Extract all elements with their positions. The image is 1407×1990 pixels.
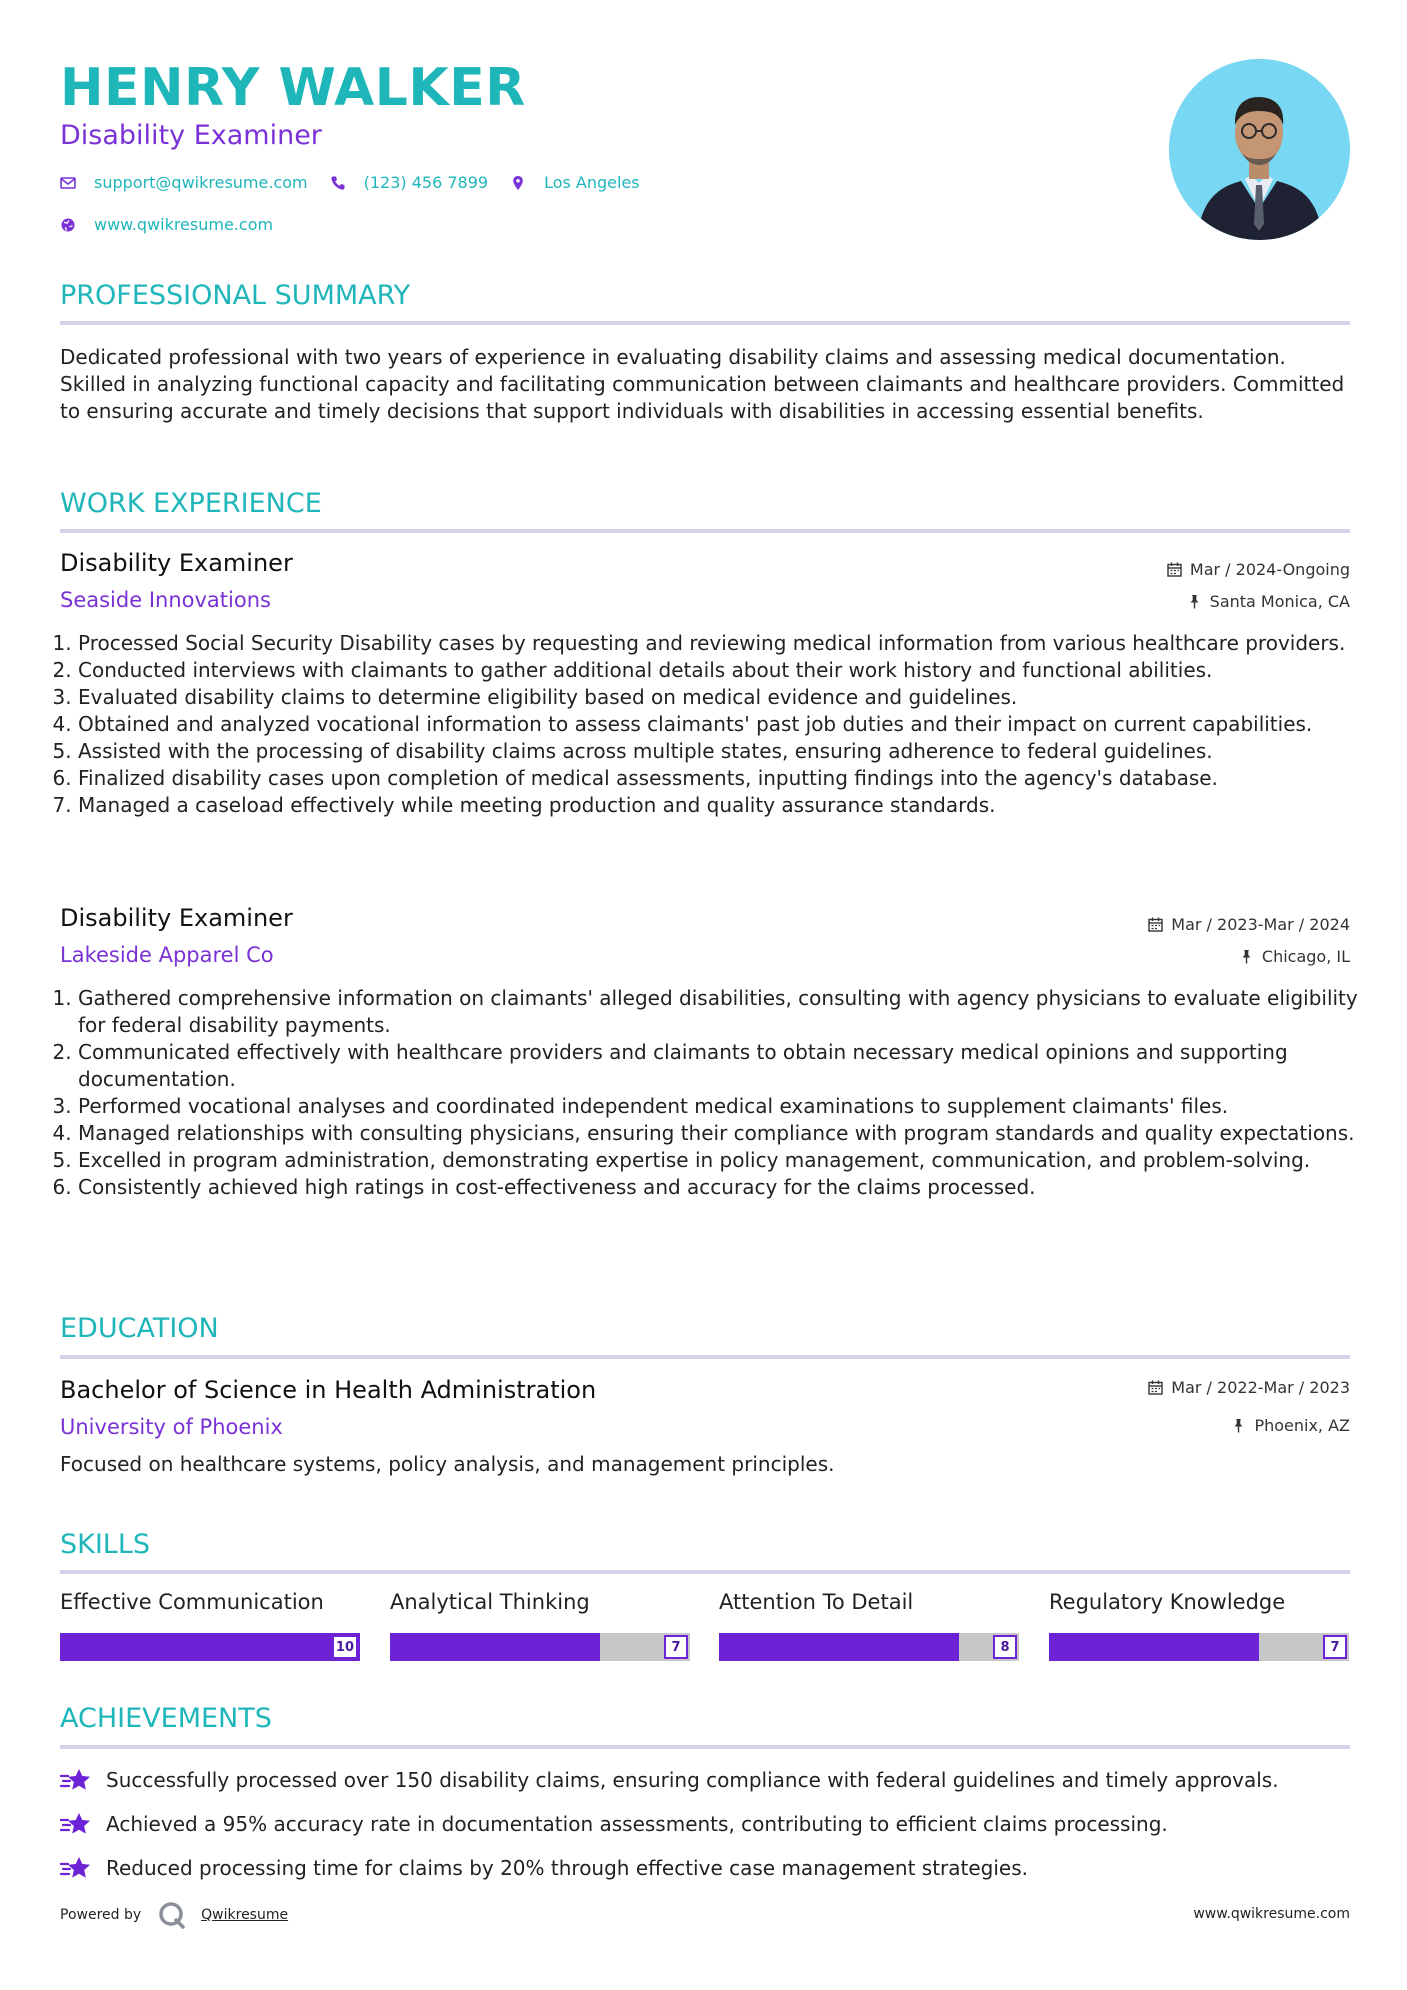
- candidate-title: Disability Examiner: [60, 120, 322, 151]
- summary-text: Dedicated professional with two years of experience in evaluating disability claims and assessing medical documentation. Skilled in analyzing functional capacity and facilitating communication between claimants and healthcare providers. Committed to ensuring accurate and timely decisions that support individuals with disabilities in accessing essential benefits.: [60, 345, 1345, 423]
- contact-email[interactable]: [60, 173, 308, 192]
- pushpin-icon: [1187, 594, 1202, 609]
- skill-bar: [1049, 1633, 1349, 1661]
- achievement-item: [60, 1855, 1028, 1881]
- profile-photo: [1169, 59, 1350, 240]
- phone-text: (123) 456 7899: [363, 173, 489, 192]
- section-divider: [60, 321, 1350, 325]
- list-item: 4. Obtained and analyzed vocational information to assess claimants' past job duties and their impact on current capabilities.: [78, 711, 1368, 738]
- education-location-text: Phoenix, AZ: [1254, 1416, 1350, 1435]
- job-title: Disability Examiner: [60, 549, 293, 577]
- company-name: Lakeside Apparel Co: [60, 943, 274, 967]
- star-icon: [60, 1767, 92, 1793]
- skill-name: Regulatory Knowledge: [1049, 1590, 1286, 1614]
- skill-level-badge: 7: [1323, 1635, 1347, 1659]
- person-portrait-icon: [1169, 59, 1350, 240]
- contact-website[interactable]: [60, 215, 273, 234]
- map-pin-icon: [510, 175, 526, 191]
- calendar-icon: [1148, 917, 1163, 932]
- section-divider: [60, 1570, 1350, 1574]
- list-item: 2. Communicated effectively with healthcare providers and claimants to obtain necessary medical opinions and supporting documentation.: [78, 1039, 1368, 1093]
- list-item: 3. Evaluated disability claims to determine eligibility based on medical evidence and guidelines.: [78, 684, 1368, 711]
- star-icon: [60, 1855, 92, 1881]
- section-title-achievements: ACHIEVEMENTS: [60, 1703, 272, 1734]
- skill-level-badge: 7: [664, 1635, 688, 1659]
- list-item: 6. Consistently achieved high ratings in cost-effectiveness and accuracy for the claims processed.: [78, 1174, 1368, 1201]
- achievement-item: [60, 1767, 1279, 1793]
- job-title: Disability Examiner: [60, 904, 293, 932]
- section-title-experience: WORK EXPERIENCE: [60, 488, 322, 519]
- education-dates-text: Mar / 2022-Mar / 2023: [1171, 1378, 1350, 1397]
- list-item: 2. Conducted interviews with claimants to gather additional details about their work history and functional abilities.: [78, 657, 1368, 684]
- skill-item: [719, 1590, 1019, 1661]
- contact-location: [510, 173, 640, 192]
- skill-bar-fill: [719, 1633, 959, 1661]
- achievement-text: Achieved a 95% accuracy rate in documentation assessments, contributing to efficient claims processing.: [106, 1812, 1168, 1836]
- job-dates-text: Mar / 2023-Mar / 2024: [1171, 915, 1350, 934]
- section-divider: [60, 529, 1350, 533]
- achievement-text: Reduced processing time for claims by 20% through effective case management strategies.: [106, 1856, 1029, 1880]
- skill-bar: [60, 1633, 360, 1661]
- list-item: 1. Gathered comprehensive information on claimants' alleged disabilities, consulting with agency physicians to evaluate eligibility for federal disability payments.: [78, 985, 1368, 1039]
- list-item: 7. Managed a caseload effectively while meeting production and quality assurance standards.: [78, 792, 1368, 819]
- section-divider: [60, 1355, 1350, 1359]
- skill-bar-fill: [390, 1633, 600, 1661]
- skill-name: Effective Communication: [60, 1590, 324, 1614]
- job-location: [1187, 592, 1350, 611]
- job-location-text: Chicago, IL: [1261, 947, 1350, 966]
- job-dates: [1167, 560, 1350, 579]
- list-item: 1. Processed Social Security Disability cases by requesting and reviewing medical information from various healthcare providers.: [78, 630, 1368, 657]
- skill-item: [1049, 1590, 1349, 1661]
- pushpin-icon: [1231, 1418, 1246, 1433]
- job-dates: [1148, 915, 1350, 934]
- phone-icon: [330, 175, 346, 191]
- education-location: [1231, 1416, 1350, 1435]
- skill-name: Analytical Thinking: [390, 1590, 590, 1614]
- skill-name: Attention To Detail: [719, 1590, 914, 1614]
- pushpin-icon: [1239, 949, 1254, 964]
- skill-item: [390, 1590, 690, 1661]
- degree-title: Bachelor of Science in Health Administration: [60, 1376, 597, 1404]
- job-dates-text: Mar / 2024-Ongoing: [1189, 560, 1350, 579]
- section-title-summary: PROFESSIONAL SUMMARY: [60, 280, 411, 311]
- skill-level-badge: 8: [993, 1635, 1017, 1659]
- job-bullets: [60, 630, 1368, 819]
- globe-icon: [60, 217, 76, 233]
- list-item: 5. Assisted with the processing of disability claims across multiple states, ensuring adherence to federal guidelines.: [78, 738, 1368, 765]
- skill-bar-fill: [1049, 1633, 1259, 1661]
- calendar-icon: [1167, 562, 1182, 577]
- education-dates: [1148, 1378, 1350, 1397]
- contact-row: [60, 173, 662, 192]
- job-location-text: Santa Monica, CA: [1209, 592, 1350, 611]
- list-item: 6. Finalized disability cases upon completion of medical assessments, inputting findings into the agency's database.: [78, 765, 1368, 792]
- achievement-text: Successfully processed over 150 disability claims, ensuring compliance with federal guidelines and timely approvals.: [106, 1768, 1279, 1792]
- contact-website-row: [60, 215, 295, 234]
- website-text: www.qwikresume.com: [94, 215, 274, 234]
- achievement-item: [60, 1811, 1168, 1837]
- candidate-name: HENRY WALKER: [60, 58, 526, 118]
- location-text: Los Angeles: [544, 173, 640, 192]
- section-title-education: EDUCATION: [60, 1313, 219, 1344]
- skill-bar: [390, 1633, 690, 1661]
- section-title-skills: SKILLS: [60, 1529, 151, 1560]
- skill-bar-fill: [60, 1633, 360, 1661]
- list-item: 3. Performed vocational analyses and coordinated independent medical examinations to supplement claimants' files.: [78, 1093, 1368, 1120]
- calendar-icon: [1148, 1380, 1163, 1395]
- envelope-icon: [60, 175, 76, 191]
- job-bullets: [60, 985, 1368, 1201]
- star-icon: [60, 1811, 92, 1837]
- footer-url[interactable]: www.qwikresume.com: [1193, 1906, 1350, 1922]
- powered-by-label: Powered by: [60, 1907, 142, 1923]
- company-name: Seaside Innovations: [60, 588, 271, 612]
- footer-powered-by: [60, 1900, 288, 1930]
- skill-level-badge: 10: [332, 1635, 358, 1659]
- contact-phone[interactable]: [330, 173, 488, 192]
- skill-item: [60, 1590, 360, 1661]
- list-item: 5. Excelled in program administration, demonstrating expertise in policy management, communication, and problem-solving.: [78, 1147, 1368, 1174]
- school-name: University of Phoenix: [60, 1415, 283, 1439]
- skill-bar: [719, 1633, 1019, 1661]
- job-location: [1239, 947, 1350, 966]
- list-item: 4. Managed relationships with consulting physicians, ensuring their compliance with program standards and quality expectations.: [78, 1120, 1368, 1147]
- section-divider: [60, 1745, 1350, 1749]
- qwikresume-link[interactable]: Qwikresume: [201, 1907, 289, 1923]
- email-text: support@qwikresume.com: [94, 173, 308, 192]
- qwikresume-logo-icon: [157, 1900, 187, 1930]
- education-description: Focused on healthcare systems, policy analysis, and management principles.: [60, 1452, 835, 1476]
